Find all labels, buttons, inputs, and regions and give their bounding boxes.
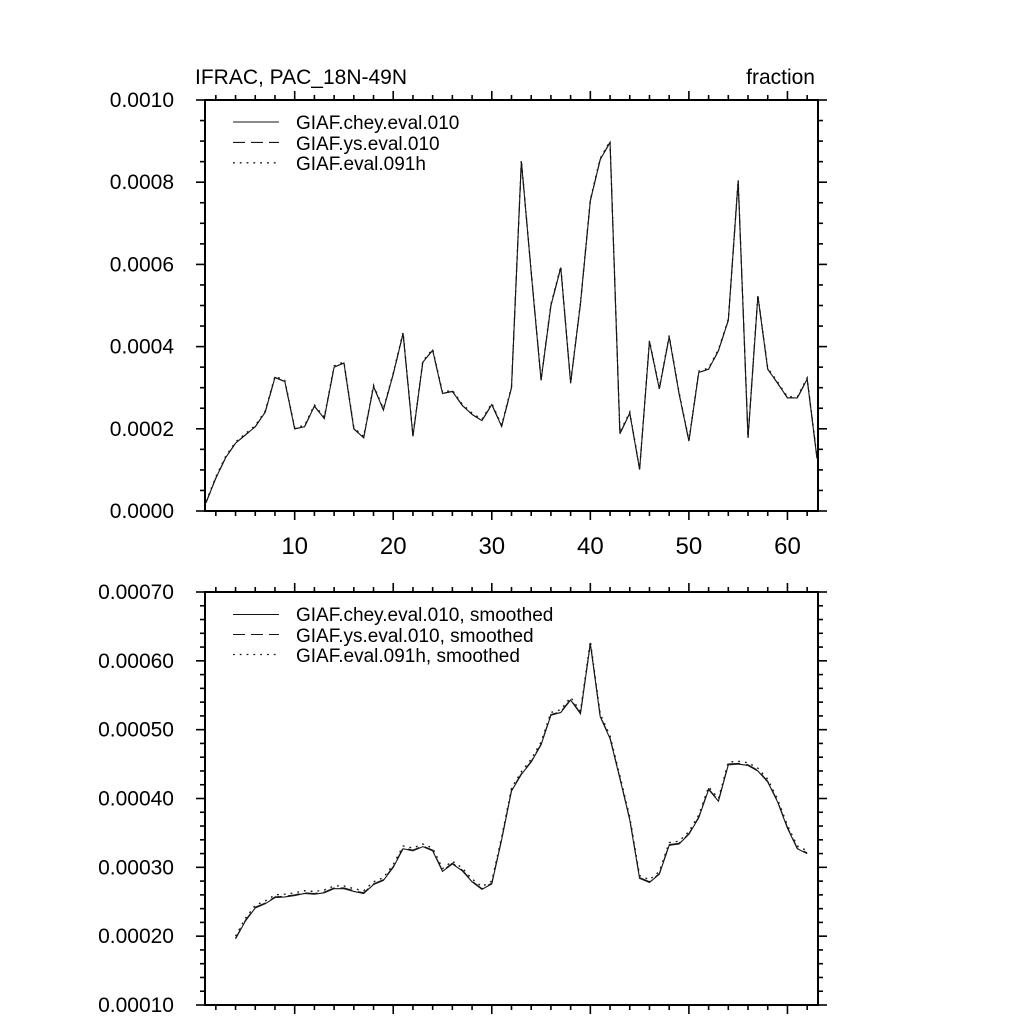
y-tick-label: 0.00050 xyxy=(98,718,174,742)
legend-label-chey: GIAF.chey.eval.010 xyxy=(296,113,460,134)
legend-label-chey-smoothed: GIAF.chey.eval.010, smoothed xyxy=(296,605,554,626)
y-tick-label: 0.00040 xyxy=(98,787,174,811)
legend-label-ys: GIAF.ys.eval.010 xyxy=(296,134,440,155)
legend-label-091h-smoothed: GIAF.eval.091h, smoothed xyxy=(296,646,520,667)
x-tick-label: 20 xyxy=(379,533,407,560)
y-tick-label: 0.0010 xyxy=(109,89,174,112)
x-tick-label: 10 xyxy=(281,533,309,560)
legend-label-091h: GIAF.eval.091h xyxy=(296,154,426,175)
series-line-dotted xyxy=(206,141,817,501)
top-plot-area xyxy=(110,89,827,560)
legend-label-ys-smoothed: GIAF.ys.eval.010, smoothed xyxy=(296,626,534,647)
y-tick-label: 0.00020 xyxy=(98,925,174,949)
series-line-solid xyxy=(206,142,817,502)
x-tick-label: 60 xyxy=(774,533,801,560)
top-legend xyxy=(296,113,459,175)
x-tick-label: 40 xyxy=(576,533,604,560)
bottom-legend xyxy=(296,605,553,667)
x-tick-label: 50 xyxy=(675,533,703,560)
top-chart-units-label: fraction xyxy=(746,66,815,89)
y-tick-label: 0.0000 xyxy=(109,500,174,523)
y-tick-label: 0.0004 xyxy=(109,335,174,359)
top-chart-title: IFRAC, PAC_18N-49N xyxy=(195,66,408,89)
y-tick-label: 0.00030 xyxy=(98,856,174,880)
y-tick-label: 0.0002 xyxy=(109,417,174,441)
x-tick-label: 30 xyxy=(478,533,506,560)
y-tick-label: 0.00010 xyxy=(98,994,174,1017)
series-line-dashed xyxy=(206,142,817,502)
y-tick-label: 0.0006 xyxy=(109,253,174,277)
y-tick-label: 0.0008 xyxy=(109,171,174,195)
y-tick-label: 0.00070 xyxy=(98,581,174,604)
y-tick-label: 0.00060 xyxy=(98,649,174,673)
series-line-dashed xyxy=(236,643,808,938)
